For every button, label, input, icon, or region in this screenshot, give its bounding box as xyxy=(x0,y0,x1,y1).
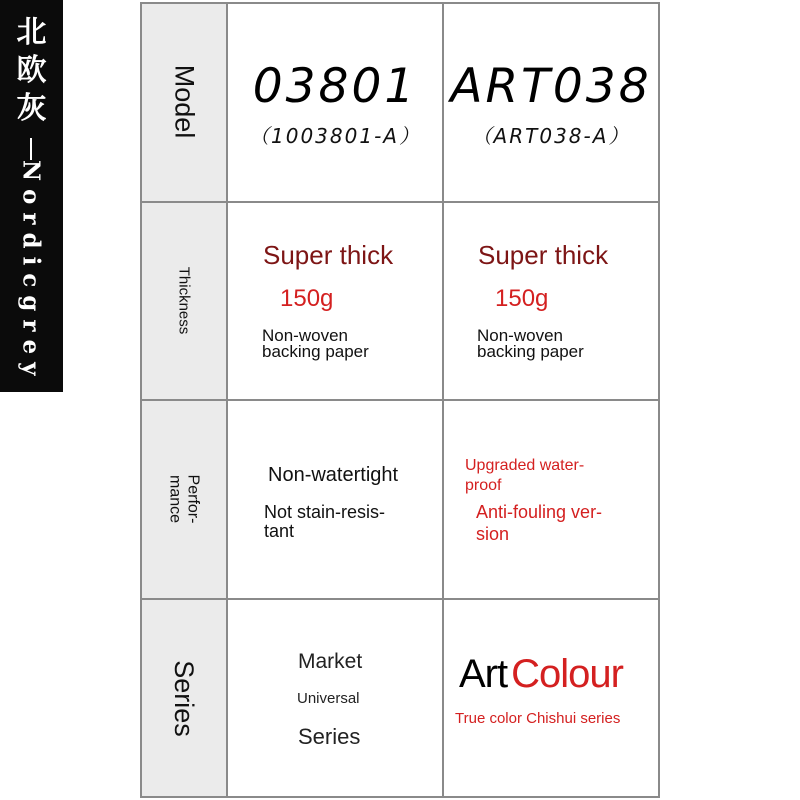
perf-waterproof xyxy=(465,456,584,496)
perf-line: Upgraded water- xyxy=(465,457,585,474)
cell-col1-model xyxy=(228,4,442,201)
banner-char: 北 xyxy=(16,15,47,50)
thickness-title: Super thick xyxy=(478,240,609,270)
logo-art: Art xyxy=(459,652,508,696)
model-subcode: （1003801-A） xyxy=(249,124,421,148)
row-label-text: Series xyxy=(169,659,199,737)
backing-line: backing paper xyxy=(477,342,584,361)
cell-col2-thickness xyxy=(444,203,658,399)
backing-line: Non-woven xyxy=(477,326,563,345)
thickness-weight: 150g xyxy=(495,285,549,312)
series-line-3: Series xyxy=(298,724,361,749)
art-colour-logo xyxy=(459,652,623,697)
banner-chinese-title xyxy=(0,14,63,128)
series-line-1: Market xyxy=(298,650,363,673)
backing-description xyxy=(477,328,584,360)
thickness-title: Super thick xyxy=(263,240,394,270)
brand-banner xyxy=(0,0,63,392)
perf-line: Anti-fouling ver- xyxy=(476,502,603,522)
perf-line: proof xyxy=(465,477,502,494)
perf-line: tant xyxy=(264,521,295,541)
model-code: 03801 xyxy=(252,59,418,114)
cell-col1-thickness xyxy=(228,203,442,399)
banner-divider xyxy=(30,138,32,160)
row-label-model xyxy=(140,2,227,201)
cell-col2-series xyxy=(444,600,658,796)
row-label-line: mance xyxy=(166,474,184,523)
banner-char: 灰 xyxy=(16,91,47,126)
row-label-line: Perfor- xyxy=(184,474,202,523)
cell-col2-model xyxy=(444,4,658,201)
banner-english-title: Nordicgrey xyxy=(17,160,45,384)
cell-col1-performance xyxy=(228,401,442,598)
row-label-performance xyxy=(140,399,227,598)
series-caption: True color Chishui series xyxy=(455,710,621,727)
row-label-thickness xyxy=(140,201,227,399)
series-line-2: Universal xyxy=(297,690,360,707)
perf-line: sion xyxy=(476,524,510,544)
row-label-text: Thickness xyxy=(175,266,192,334)
backing-line: Non-woven xyxy=(262,326,348,345)
cell-col1-series xyxy=(228,600,442,796)
thickness-weight: 150g xyxy=(280,285,334,312)
perf-line: Not stain-resis- xyxy=(264,502,386,522)
backing-description xyxy=(262,328,369,360)
row-label-text xyxy=(166,474,202,523)
row-label-series xyxy=(140,598,227,798)
cell-col2-performance xyxy=(444,401,658,598)
model-subcode: （ART038-A） xyxy=(471,124,631,148)
perf-antifouling xyxy=(476,501,602,545)
perf-stain xyxy=(264,503,385,541)
perf-waterproof: Non-watertight xyxy=(268,464,399,486)
comparison-table xyxy=(140,2,660,798)
backing-line: backing paper xyxy=(262,342,369,361)
logo-colour: Colour xyxy=(511,652,623,696)
model-code: ART038 xyxy=(450,59,652,114)
banner-char: 欧 xyxy=(16,53,47,88)
row-label-text: Model xyxy=(168,64,199,139)
